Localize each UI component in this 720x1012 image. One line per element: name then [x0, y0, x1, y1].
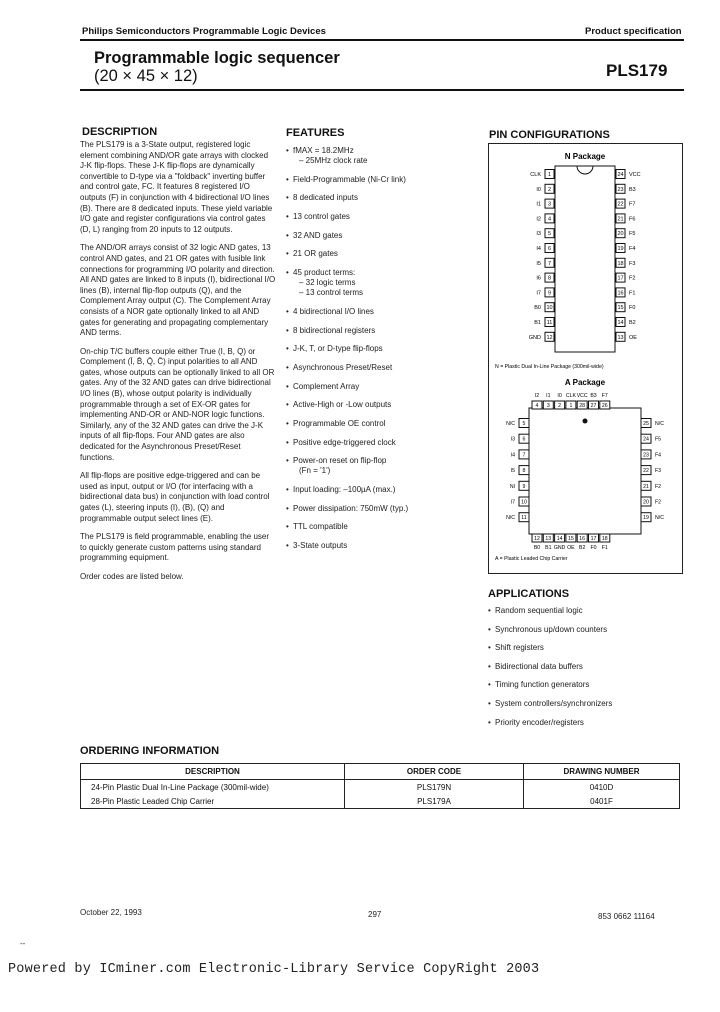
pin-number: 7 [547, 260, 552, 267]
pin-number: 26 [601, 403, 608, 409]
pin-name: I0 [557, 393, 562, 399]
bullet-icon: • [488, 643, 491, 653]
pin-name: F6 [629, 216, 636, 223]
description-paragraph: Order codes are listed below. [80, 571, 184, 581]
pin-number: 4 [547, 216, 552, 223]
list-item-text: Input loading: –100µA (max.) [293, 485, 396, 494]
ordering-header-row [81, 764, 680, 780]
feature-item [286, 307, 476, 317]
pin-number: 15 [568, 536, 574, 542]
pin-number: 12 [534, 536, 540, 542]
feature-item [286, 485, 476, 495]
pin-name: VCC [629, 172, 641, 178]
feature-item [286, 438, 476, 448]
list-item-text: TTL compatible [293, 522, 348, 532]
page-subtitle: (20 × 45 × 12) [94, 67, 198, 85]
bullet-icon: • [286, 503, 289, 513]
list-item-text: 3-State outputs [293, 541, 348, 551]
pin-name: OE [567, 545, 575, 551]
bullet-icon: • [286, 146, 289, 155]
footer-date: October 22, 1993 [80, 908, 142, 917]
pin-name: F4 [629, 246, 636, 252]
pin-number: 19 [643, 515, 649, 522]
applications-list [488, 606, 678, 736]
pin-number: 12 [546, 334, 553, 341]
pin-name: F5 [629, 231, 636, 238]
pin-number: 17 [617, 275, 624, 282]
pin-number: 23 [617, 186, 624, 193]
a-package-title: A Package [564, 378, 606, 387]
pin-number: 22 [617, 201, 624, 208]
pin-name: GND [528, 334, 541, 341]
pin-name: F5 [655, 436, 662, 443]
application-item [488, 699, 678, 709]
pin-number: 2 [547, 186, 552, 193]
application-item [488, 625, 678, 635]
description-body [80, 140, 276, 591]
pin-config-box [488, 143, 683, 574]
list-item-text: 13 control gates [293, 212, 350, 222]
pin-number: 5 [547, 231, 552, 238]
list-item-text: Random sequential logic [495, 606, 583, 615]
pin-name: N/C [506, 515, 515, 522]
table-cell: 28-Pin Plastic Leaded Chip Carrier [81, 794, 345, 809]
pin-name: B0 [533, 545, 541, 551]
feature-item [286, 326, 476, 336]
description-paragraph: All flip-flops are positive edge-triggered and can be used as input, output or I/O (for interfacing with a bidirectional data bus) in conjunction with load control gates (L), steering inputs (I), (B), (Q) and programmable output select lines (E). [80, 471, 270, 523]
feature-item [286, 382, 476, 392]
pin-name: I3 [536, 231, 541, 238]
pin-name: N/C [655, 421, 664, 427]
bullet-icon: • [488, 698, 491, 708]
application-item [488, 662, 678, 672]
bullet-icon: • [286, 437, 289, 447]
pin-name: I2 [536, 216, 541, 223]
bullet-icon: • [488, 606, 491, 615]
pin-name: GND [553, 545, 566, 551]
bullet-icon: • [488, 661, 491, 671]
feature-item [286, 541, 476, 551]
list-item-text: Bidirectional data buffers [495, 661, 583, 671]
list-item-text: Asynchronous Preset/Reset [293, 362, 393, 372]
footer-mark: -- [20, 939, 26, 948]
feature-item [286, 193, 476, 203]
pin-name: I5 [510, 468, 515, 475]
features-heading: FEATURES [286, 127, 345, 139]
pin-number: 25 [643, 421, 649, 427]
pin-name: B2 [629, 320, 636, 326]
feature-item [286, 268, 476, 298]
page-title: Programmable logic sequencer [94, 49, 340, 67]
n-package-title: N Package [564, 152, 606, 161]
list-item-text: Complement Array [293, 381, 360, 391]
pin-number: 21 [617, 216, 624, 223]
feature-item [286, 504, 476, 514]
part-number: PLS179 [606, 61, 668, 80]
list-subitem: – 32 logic terms [299, 278, 356, 288]
pin-number: 11 [546, 320, 553, 326]
pin-number: 24 [617, 172, 624, 178]
pin-number: 8 [522, 468, 526, 475]
bullet-icon: • [488, 717, 491, 727]
features-list [286, 146, 476, 560]
bullet-icon: • [488, 680, 491, 690]
list-item-text: System controllers/synchronizers [495, 698, 613, 708]
feature-item [286, 400, 476, 410]
pin-name: I4 [536, 246, 541, 252]
bullet-icon: • [286, 325, 289, 335]
list-item-text: Timing function generators [495, 680, 590, 690]
list-item-text: J-K, T, or D-type flip-flops [293, 344, 383, 354]
pin-diagram [489, 144, 682, 573]
pin1-dot-icon [583, 419, 588, 424]
table-row [81, 780, 680, 795]
pin-name: I7 [536, 290, 541, 297]
feature-item [286, 212, 476, 222]
ordering-table [80, 763, 680, 809]
a-package-caption: A = Plastic Leaded Chip Carrier [495, 556, 568, 562]
bullet-icon: • [286, 249, 289, 259]
pin-number: 22 [643, 468, 649, 475]
bullet-icon: • [286, 230, 289, 240]
list-item-text: Power-on reset on flip-flop [293, 456, 387, 466]
bullet-icon: • [286, 212, 289, 222]
pin-name: I5 [536, 260, 541, 267]
list-subitem: (Fn = '1') [299, 466, 331, 476]
bullet-icon: • [286, 306, 289, 316]
pin-number: 18 [617, 260, 624, 267]
pin-name: F2 [629, 275, 636, 282]
description-paragraph: The AND/OR arrays consist of 32 logic AND gates, 13 control AND gates, and 21 OR gates with fusible link connections for programming I/O polarity and direction. All AND gates are linked to 8 inputs (I), bidirectional I/O lines (B), internal flip-flop outputs (Q), and the Complement Array output (C). The Complement Array consists of a NOR gate optionally linked to all AND gates for generating and propagating complementary AND terms. [80, 243, 276, 338]
bullet-icon: • [286, 400, 289, 410]
pin-name: VCC [576, 393, 588, 399]
list-item-text: fMAX = 18.2MHz [293, 146, 354, 155]
pin-name: I0 [536, 186, 541, 193]
pin-name: F4 [655, 452, 662, 459]
pin-number: 20 [643, 499, 649, 506]
feature-item [286, 456, 476, 476]
pin-number: 5 [522, 421, 526, 427]
pin-number: 2 [558, 403, 562, 409]
pin-number: 14 [556, 536, 563, 542]
pin-number: 14 [617, 320, 624, 326]
pin-name: I3 [510, 436, 515, 443]
description-paragraph: The PLS179 is a 3-State output, registered logic element combining AND/OR gate arrays with clocked J-K flip-flops. These J-K flip-flops are dynamically convertible to D-type via a "foldback" inverting buffer and control gate, FC. It features 8 registered I/O outputs (F) in conjunction with 4 bidirectional I/O lines (B). There are 8 dedicated inputs. These yield variable I/O gate and register configurations via control gates (D, L) ranging from 20 inputs to 12 outputs. [80, 140, 273, 234]
pin-number: 17 [590, 536, 597, 542]
table-cell: 0401F [524, 794, 680, 809]
bullet-icon: • [286, 541, 289, 551]
bullet-icon: • [286, 362, 289, 372]
pin-name: I7 [510, 499, 515, 506]
pin-number: 3 [546, 403, 550, 409]
ordering-col-order-code: ORDER CODE [345, 764, 524, 780]
pin-number: 23 [643, 452, 649, 459]
bullet-icon: • [286, 268, 289, 278]
pin-name: I6 [536, 275, 541, 282]
pin-name: F2 [655, 483, 662, 490]
feature-item [286, 363, 476, 373]
list-item-text: Priority encoder/registers [495, 717, 584, 727]
pin-number: 9 [547, 290, 552, 297]
list-item-text: Field-Programmable (Ni-Cr link) [293, 174, 406, 184]
application-item [488, 606, 678, 616]
pin-number: 13 [617, 334, 624, 341]
table-cell: 0410D [524, 780, 680, 795]
pin-name: B2 [579, 545, 586, 551]
table-cell: 24-Pin Plastic Dual In-Line Package (300mil-wide) [81, 780, 345, 795]
bullet-icon: • [488, 624, 491, 634]
dip-body [555, 166, 615, 352]
feature-item [286, 231, 476, 241]
table-row [81, 794, 680, 809]
bullet-icon: • [286, 344, 289, 354]
applications-heading: APPLICATIONS [488, 588, 570, 600]
pin-name: F1 [629, 290, 636, 297]
ordering-col-drawing: DRAWING NUMBER [524, 764, 680, 780]
list-item-text: 8 bidirectional registers [293, 325, 376, 335]
pin-name: I1 [536, 201, 541, 208]
pin-number: 6 [522, 436, 526, 443]
table-cell: PLS179N [345, 780, 524, 795]
pin-number: 1 [547, 172, 552, 178]
plcc-body [529, 408, 641, 534]
pin-number: 7 [522, 452, 526, 459]
pin-number: 9 [522, 483, 526, 490]
title-rule [80, 89, 684, 91]
pin-number: 20 [617, 231, 624, 238]
pin-number: 18 [601, 536, 608, 542]
application-item [488, 680, 678, 690]
footer-page: 297 [368, 910, 382, 919]
list-item-text: Programmable OE control [293, 418, 386, 428]
list-item-text: 45 product terms: [293, 268, 356, 278]
list-item-text: 4 bidirectional I/O lines [293, 306, 374, 316]
pin-number: 28 [579, 403, 586, 409]
pin-name: F3 [629, 260, 636, 267]
pin-number: 3 [547, 201, 552, 208]
pin-name: I4 [510, 452, 515, 459]
header-rule [80, 39, 684, 41]
description-paragraph: The PLS179 is field programmable, enabling the user to quickly generate custom patterns using standard programming equipment. [80, 532, 269, 563]
pin-number: 10 [521, 499, 527, 506]
description-heading: DESCRIPTION [82, 126, 158, 138]
description-paragraph: On-chip T/C buffers couple either True (I, B, Q) or Complement (Ī, B̄, Q̄, C̄) input polarities to all AND gates, whose outputs can be optionally linked to all OR gates. Any of the 32 AND gates can drive bidirectional I/O lines (B), whose output polarity is individually programmable through a set of EX-OR gates for implementing AND-OR or AND-NOR logic functions. Similarly, any of the 32 AND gates can drive the J-K inputs of all flip-flops. Four AND gates are also dedicated for the Asynchronous Preset/Reset functions. [80, 346, 275, 462]
bullet-icon: • [286, 174, 289, 184]
list-item-text: Power dissipation: 750mW (typ.) [293, 503, 409, 513]
pin-number: 10 [546, 305, 553, 312]
pin-name: N/C [506, 421, 515, 427]
ordering-col-description: DESCRIPTION [81, 764, 345, 780]
pin-name: F0 [590, 545, 597, 551]
pin-number: 15 [617, 305, 624, 312]
feature-item [286, 146, 476, 166]
pin-name: OE [629, 334, 637, 341]
pin-name: I1 [546, 393, 551, 399]
pin-name: B1 [534, 320, 541, 326]
bullet-icon: • [286, 418, 289, 428]
list-item-text: Synchronous up/down counters [495, 624, 608, 634]
pin-name: B0 [534, 305, 541, 312]
pin-number: 19 [617, 246, 624, 252]
pin-number: 16 [617, 290, 624, 297]
bullet-icon: • [286, 381, 289, 391]
list-item-text: Positive edge-triggered clock [293, 437, 396, 447]
application-item [488, 718, 678, 728]
list-item-text: 32 AND gates [293, 230, 343, 240]
n-package-caption: N = Plastic Dual In-Line Package (300mil-wide) [495, 364, 604, 370]
pin-number: 8 [547, 275, 552, 282]
pin-name: I2 [534, 393, 540, 399]
pin-number: 11 [521, 515, 527, 522]
pin-name: F2 [655, 499, 662, 506]
pin-name: F7 [601, 393, 608, 399]
pin-name: CLK [530, 172, 541, 178]
pin-name: F1 [601, 545, 608, 551]
pin-name: F0 [629, 305, 636, 312]
bullet-icon: • [286, 456, 289, 466]
bullet-icon: • [286, 485, 289, 494]
list-item-text: 21 OR gates [293, 249, 338, 259]
pin-number: 1 [569, 403, 573, 409]
pin-number: 13 [545, 536, 552, 542]
pin-name: N/C [655, 515, 664, 522]
pin-name: B3 [590, 393, 597, 399]
pin-config-heading: PIN CONFIGURATIONS [489, 129, 610, 141]
feature-item [286, 249, 476, 259]
pin-number: 24 [643, 436, 649, 443]
list-subitem: – 25MHz clock rate [299, 156, 368, 165]
bullet-icon: • [286, 522, 289, 532]
feature-item [286, 175, 476, 185]
list-item-text: Active-High or -Low outputs [293, 400, 392, 410]
header-left: Philips Semiconductors Programmable Logic Devices [82, 26, 326, 37]
pin-number: 4 [535, 403, 539, 409]
pin-name: F7 [629, 201, 636, 208]
list-subitem: – 13 control terms [299, 288, 364, 298]
pin-name: NI [509, 483, 515, 490]
list-item-text: Shift registers [495, 643, 544, 653]
pin-number: 6 [547, 246, 552, 252]
application-item [488, 643, 678, 653]
pin-name: B3 [629, 186, 636, 193]
header-right: Product specification [585, 26, 682, 37]
ordering-heading: ORDERING INFORMATION [80, 745, 220, 757]
pin-name: F3 [655, 468, 662, 475]
pin-number: 27 [590, 403, 597, 409]
table-cell: PLS179A [345, 794, 524, 809]
powered-by-banner: Powered by ICminer.com Electronic-Library Service CopyRight 2003 [8, 962, 540, 977]
pin-number: 16 [579, 536, 586, 542]
footer-code: 853 0662 11164 [598, 912, 655, 921]
bullet-icon: • [286, 193, 289, 203]
pin-name: CLK [565, 393, 576, 399]
list-item-text: 8 dedicated inputs [293, 193, 358, 203]
feature-item [286, 522, 476, 532]
pin-name: B1 [545, 545, 552, 551]
pin-number: 21 [643, 483, 649, 490]
feature-item [286, 344, 476, 354]
feature-item [286, 419, 476, 429]
